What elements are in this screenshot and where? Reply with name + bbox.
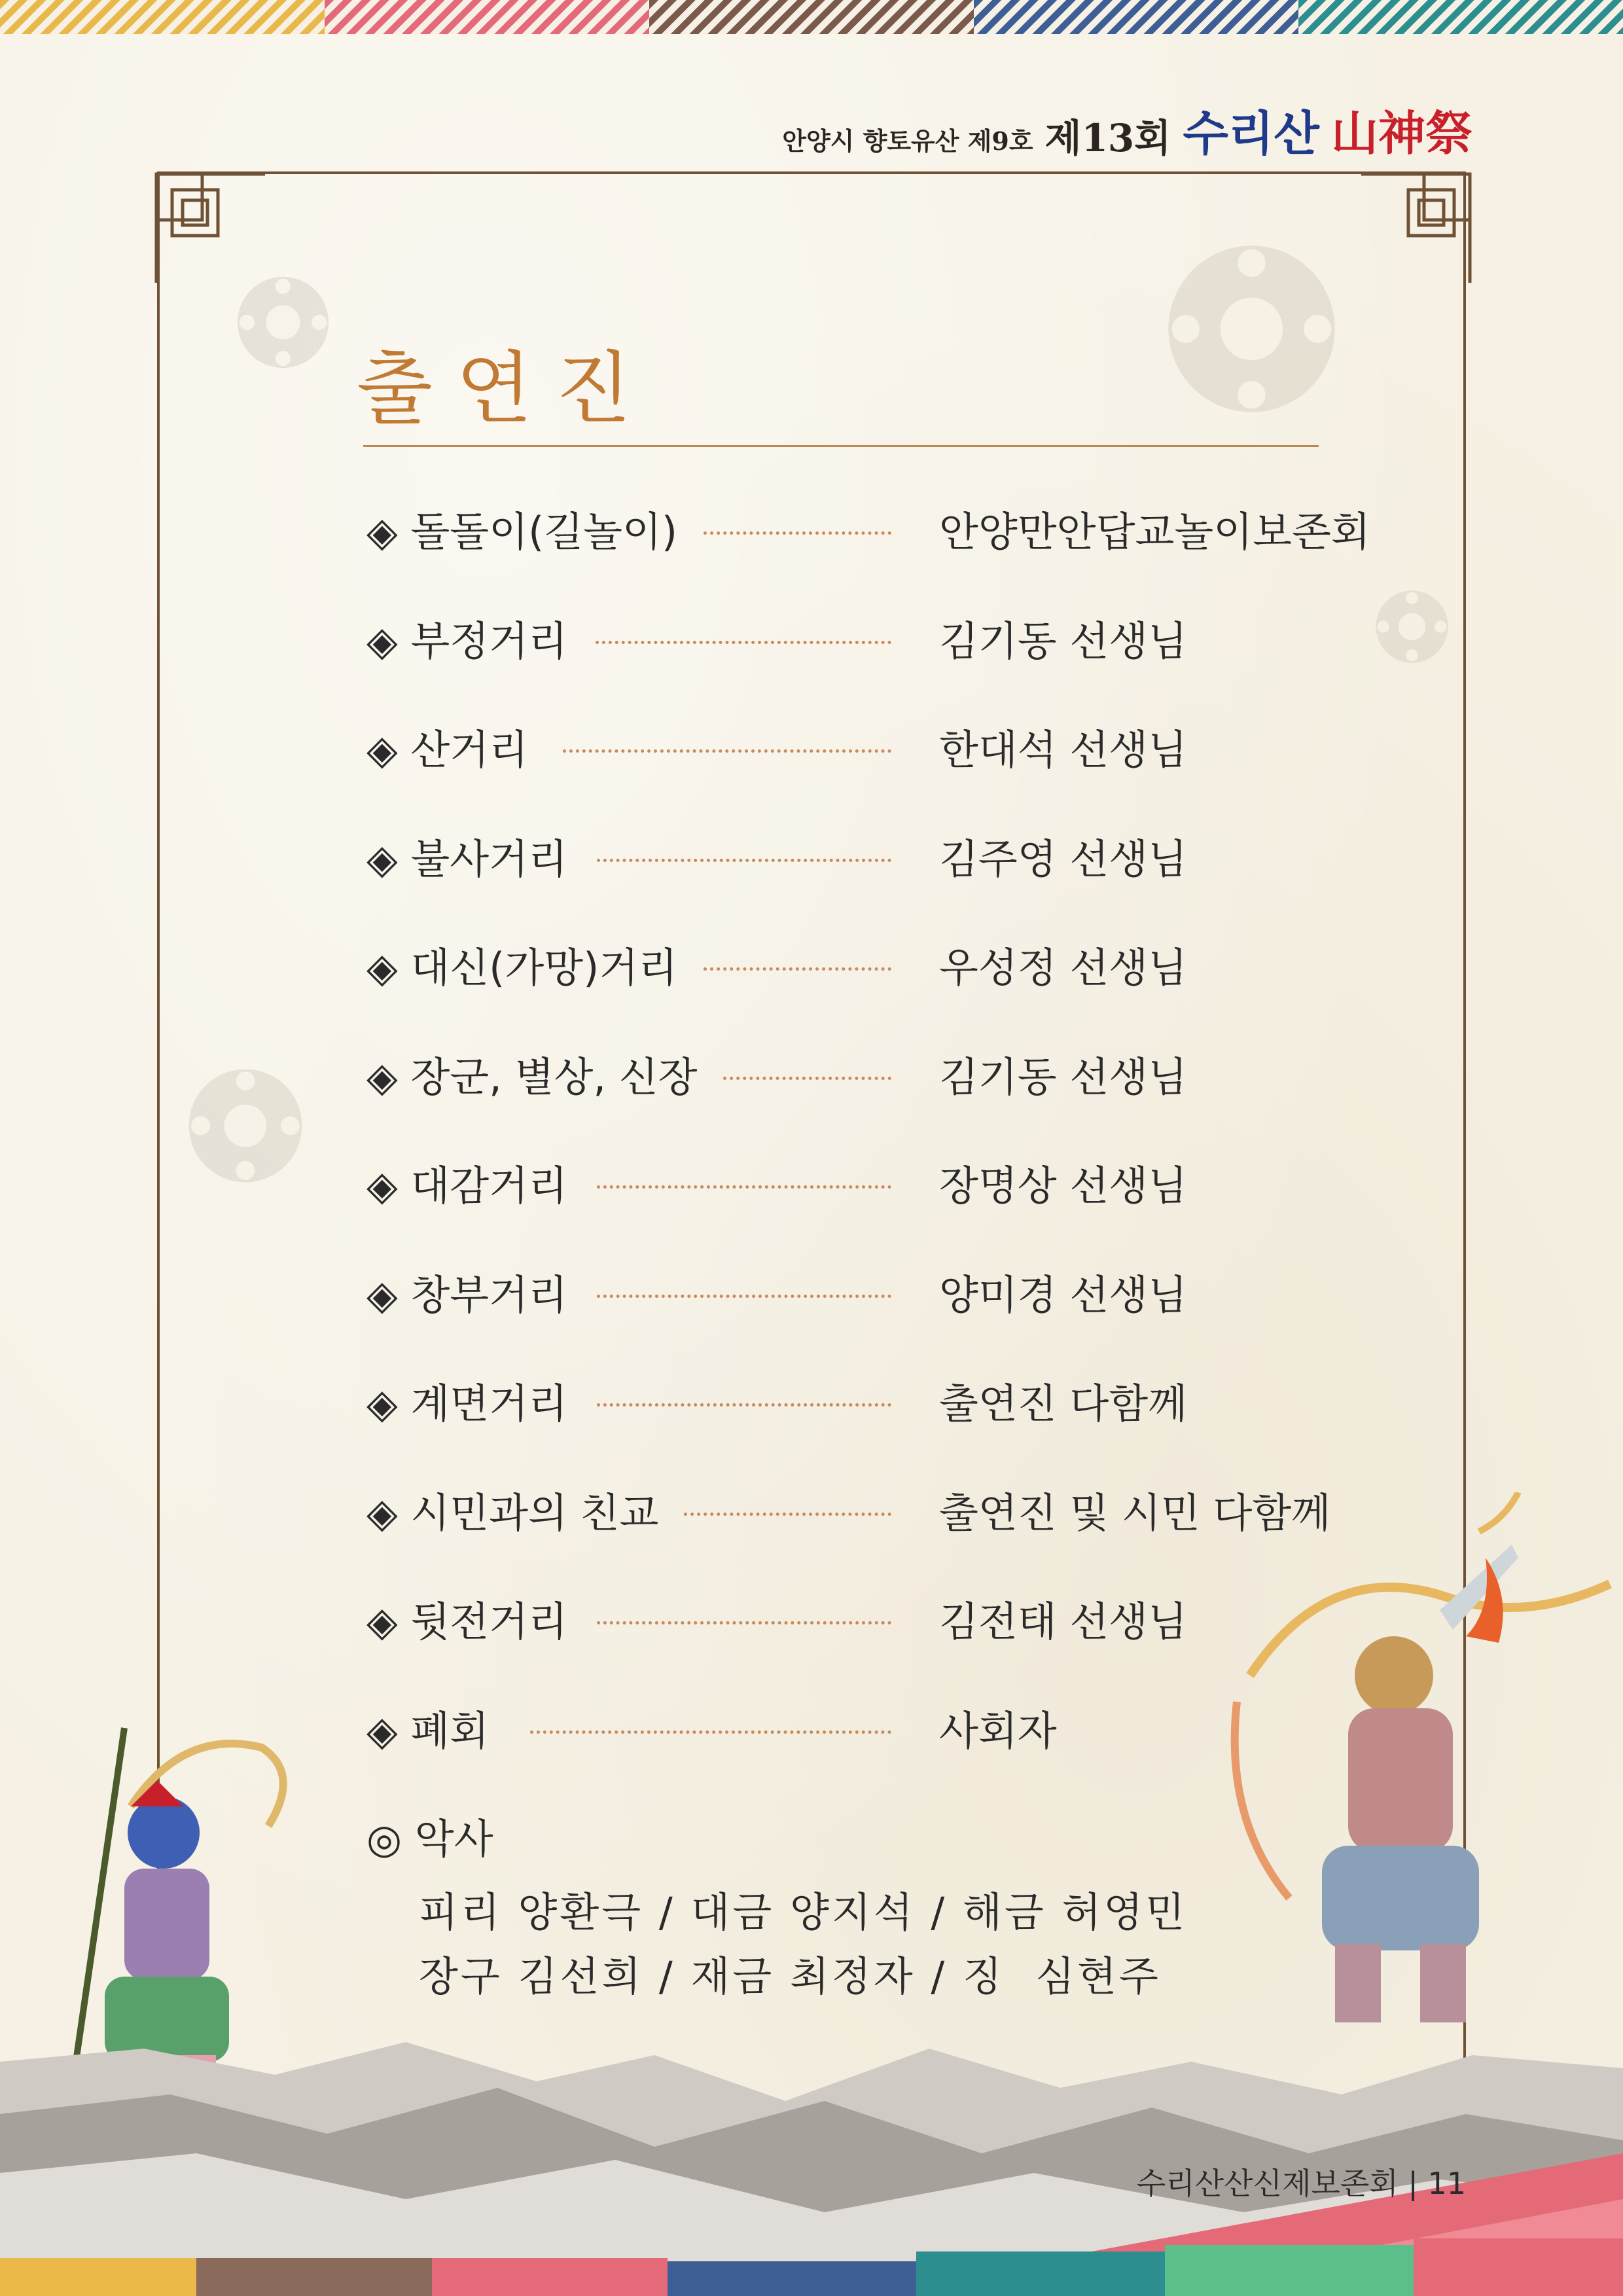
cast-row — [366, 503, 1370, 562]
corner-knot-right-icon — [1355, 171, 1472, 289]
cast-role: ◈ 창부거리 — [366, 1271, 567, 1319]
cast-row — [366, 1484, 1361, 1543]
cast-performer: 우성정 선생님 — [939, 944, 1188, 992]
rosette-ornament-icon — [1374, 589, 1450, 664]
leader-dots — [684, 1513, 891, 1516]
cast-role: ◈ 계면거리 — [366, 1380, 567, 1427]
cast-performer: 김주영 선생님 — [939, 835, 1188, 883]
cast-performer: 김기동 선생님 — [939, 1053, 1188, 1101]
header-brand-hanja: 山神祭 — [1330, 105, 1472, 161]
cast-role: ◈ 시민과의 친교 — [366, 1489, 659, 1537]
cast-role: ◈ 부정거리 — [366, 617, 567, 665]
corner-knot-left-icon — [154, 171, 272, 289]
leader-dots — [597, 859, 891, 862]
cast-performer: 김기동 선생님 — [939, 617, 1188, 665]
title-underline — [363, 445, 1319, 447]
cast-role: ◈ 대감거리 — [366, 1162, 567, 1210]
rosette-ornament-icon — [1165, 242, 1338, 416]
header-subtitle: 안양시 향토유산 제9호 — [782, 126, 1033, 156]
cast-performer: 한대석 선생님 — [939, 726, 1188, 774]
cast-role: ◈ 장군, 별상, 신장 — [366, 1053, 698, 1101]
mountain-landscape — [0, 2003, 1623, 2296]
cast-performer: 김전태 선생님 — [939, 1598, 1188, 1645]
cast-row — [366, 1374, 1361, 1433]
page-title: 출연진 — [357, 344, 655, 435]
cast-role: ◈ 폐회 — [366, 1707, 490, 1755]
cast-role: ◈ 산거리 — [366, 726, 529, 774]
page-footer — [1137, 2160, 1466, 2203]
leader-dots — [704, 531, 891, 535]
cast-performer: 양미경 선생님 — [939, 1271, 1188, 1319]
cast-role: ◈ 뒷전거리 — [366, 1598, 567, 1645]
leader-dots — [597, 1185, 891, 1189]
cast-row — [366, 1266, 1361, 1325]
rosette-ornament-icon — [236, 275, 330, 370]
cast-performer: 출연진 다함께 — [939, 1380, 1188, 1427]
footer-separator: | — [1408, 2166, 1418, 2201]
cast-row — [366, 1702, 1361, 1761]
document-header — [782, 98, 1472, 161]
cast-role: ◈ 불사거리 — [366, 835, 567, 883]
cast-row — [366, 939, 1361, 997]
cast-performer: 장명상 선생님 — [939, 1162, 1188, 1210]
top-pattern-band — [0, 0, 1623, 34]
cast-performer: 사회자 — [939, 1707, 1057, 1755]
rosette-ornament-icon — [187, 1067, 304, 1185]
leader-dots — [530, 1731, 891, 1734]
guardian-figure-right-icon — [1224, 1492, 1616, 2055]
leader-dots — [704, 967, 891, 971]
leader-dots — [597, 1621, 891, 1624]
cast-performer: 출연진 및 시민 다함께 — [939, 1489, 1331, 1537]
cast-role: ◈ 돌돌이(길놀이) — [366, 508, 678, 556]
leader-dots — [597, 1403, 891, 1407]
cast-row — [366, 830, 1361, 889]
footer-org: 수리산산신제보존회 — [1136, 2166, 1399, 2201]
cast-row — [366, 721, 1361, 780]
musicians-line: 피리 양환극 / 대금 양지석 / 해금 허영민 — [419, 1888, 1188, 1936]
page-number: 11 — [1427, 2166, 1466, 2201]
cast-role: ◈ 대신(가망)거리 — [366, 944, 678, 992]
cast-row — [366, 612, 1361, 671]
leader-dots — [597, 1295, 891, 1298]
header-brand-korean: 수리산 — [1183, 105, 1319, 161]
leader-dots — [563, 749, 891, 753]
cast-performer: 안양만안답교놀이보존회 — [939, 508, 1370, 556]
leader-dots — [596, 641, 891, 644]
cast-row — [366, 1157, 1361, 1215]
musicians-heading: ◎ 악사 — [366, 1815, 493, 1863]
cast-row — [366, 1048, 1361, 1107]
header-edition: 제13회 — [1044, 116, 1171, 160]
musicians-line: 장구 김선희 / 재금 최정자 / 징 심현주 — [419, 1952, 1161, 2000]
leader-dots — [723, 1077, 891, 1080]
cast-row — [366, 1592, 1361, 1651]
